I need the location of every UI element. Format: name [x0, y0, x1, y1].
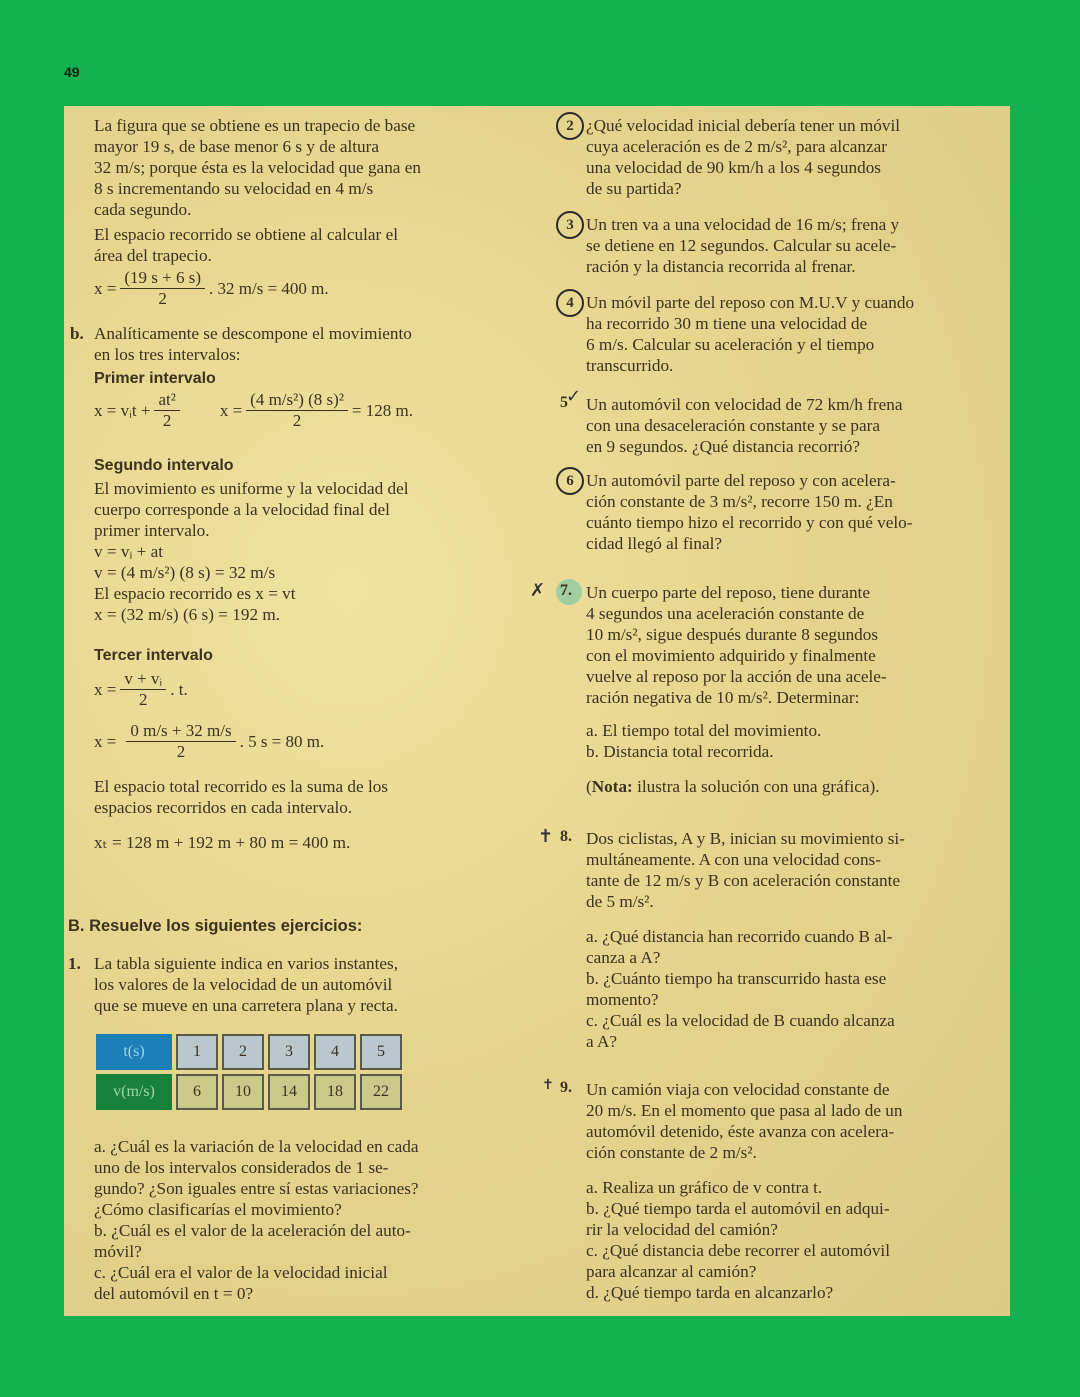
exercise-8: ✝ 8. Dos ciclistas, A y B, inician su movimiento si- multáneamente. A con una velocidad cons- tante de 12 m/s y B con aceleración constante de 5 m/s². a. ¿Qué distancia han recorrido cuando B al- canza a A? b. ¿Cuánto tiempo ha transcurrido hasta ese momento? c. ¿Cuál es la velocidad de B cuando alcanza a A? [538, 826, 905, 1051]
exercise-number: 8. [560, 828, 572, 845]
part-b: b. Analíticamente se descompone el movimiento en los tres intervalos: [70, 324, 412, 364]
total-equation: xₜ = 128 m + 192 m + 80 m = 400 m. [94, 833, 351, 852]
third-interval-heading: Tercer intervalo [94, 647, 213, 664]
exercise-4: 4 Un móvil parte del reposo con M.U.V y cuando ha recorrido 30 m tiene una velocidad de 6 m/s. Calcular su aceleración y el tiempo transcurrido. [586, 292, 1001, 376]
velocity-table [92, 1030, 509, 1114]
table-cell: 22 [360, 1074, 402, 1110]
table-row-velocity [96, 1074, 402, 1110]
tick-icon: ✝ [542, 1077, 554, 1093]
table-row-time [96, 1034, 402, 1070]
exercise-5: 5 ✓ Un automóvil con velocidad de 72 km/h frena con una desaceleración constante y se para en 9 segundos. ¿Qué distancia recorrió? [560, 386, 903, 456]
table-cell: 6 [176, 1074, 218, 1110]
trapezoid-equation: x = $\frac{(19 s + 6 s)}{2}$ . 32 m/s = 400 m. [94, 268, 329, 308]
tick-icon: ✝ [538, 826, 554, 847]
exercise-3: 3 Un tren va a una velocidad de 16 m/s; frena y se detiene en 12 segundos. Calcular su acele- ración y la distancia recorrida al frenar. [586, 214, 1001, 277]
fraction: $\frac{(19 s + 6 s)}{2}$ [120, 268, 205, 309]
intro-paragraph: La figura que se obtiene es un trapecio de base mayor 19 s, de base menor 6 s y de altura 32 m/s; porque ésta es la velocidad que gana en 8 s incrementando su velocidad en 4 m/s cada segundo. [94, 116, 421, 219]
third-interval-eq2: x = $\frac{0 m/s + 32 m/s}{2}$ . 5 s = 80 m. [94, 721, 325, 761]
exercise-number: 5 [560, 394, 568, 411]
second-interval-heading: Segundo intervalo [94, 457, 234, 474]
second-interval-body: El movimiento es uniforme y la velocidad del cuerpo corresponde a la velocidad final del primer intervalo. v = vᵢ + at v = (4 m/s²) (8 s) = 32 m/s El espacio recorrido es x = vt x = (32 m/s) (6 s) = 192 m. [94, 479, 409, 624]
table-cell: 14 [268, 1074, 310, 1110]
table-cell: 10 [222, 1074, 264, 1110]
exercise-7: ✗ 7. Un cuerpo parte del reposo, tiene durante 4 segundos una aceleración constante de 10 m/s², sigue después durante 8 segundos con el movimiento adquirido y finalmente vuelve al reposo por la acción de una acele- ración negativa de 10 m/s². Determinar: a. El tiempo total del movimiento. b. Distancia total recorrida. (Nota: ilustra la solución con una gráfica). [586, 582, 1001, 797]
exercise-number: 7. [560, 582, 572, 599]
exercise-9: ✝ 9. Un camión viaja con velocidad constante de 20 m/s. En el momento que pasa al lado de un automóvil detenido, éste avanza con acelera- ción constante de 2 m/s². a. Realiza un gráfico de v contra t. b. ¿Qué tiempo tarda el automóvil en adqui- rir la velocidad del camión? c. ¿Qué distancia debe recorrer el automóvil para alcanzar al camión? d. ¿Qué tiempo tarda en alcanzarlo? [542, 1077, 903, 1302]
exercise-number: 9. [560, 1079, 572, 1096]
page-number: 49 [64, 64, 80, 80]
check-icon: ✓ [566, 386, 582, 407]
section-b-heading: B. Resuelve los siguientes ejercicios: [68, 917, 363, 935]
first-interval-equations: x = vᵢt + $\frac{\text{at²}}{2}$ x = $\frac{\text{(4 m/s²) (8 s)²}}{2}$ = 128 m. [94, 390, 413, 430]
table-cell: 3 [268, 1034, 310, 1070]
table-header-time: t(s) [96, 1034, 172, 1070]
circled-number: 6 [556, 467, 584, 495]
first-interval-heading: Primer intervalo [94, 370, 216, 387]
exercise-2: 2 ¿Qué velocidad inicial debería tener un móvil cuya aceleración es de 2 m/s², para alcanzar una velocidad de 90 km/h a los 4 segundos de su partida? [586, 115, 1001, 199]
table-cell: 18 [314, 1074, 356, 1110]
table-cell: 5 [360, 1034, 402, 1070]
table-cell: 2 [222, 1034, 264, 1070]
cross-icon: ✗ [530, 580, 546, 601]
exercise-1: 1. La tabla siguiente indica en varios instantes, los valores de la velocidad de un automóvil que se mueve en una carretera plana y recta. [68, 954, 399, 1015]
third-interval-eq1: x = $\frac{\text{v + vᵢ}}{2}$ . t. [94, 669, 188, 709]
circled-number: 4 [556, 289, 584, 317]
table-header-velocity: v(m/s) [96, 1074, 172, 1110]
total-paragraph: El espacio total recorrido es la suma de los espacios recorridos en cada intervalo. [94, 777, 389, 817]
table-cell: 1 [176, 1034, 218, 1070]
exercise-6: 6 Un automóvil parte del reposo y con acelera- ción constante de 3 m/s², recorre 150 m. ¿En cuánto tiempo hizo el recorrido y con qué velo- cidad llegó al final? [586, 470, 1001, 554]
note: (Nota: ilustra la solución con una gráfica). [586, 777, 880, 796]
circled-number: 2 [556, 112, 584, 140]
circled-number: 3 [556, 211, 584, 239]
table-cell: 4 [314, 1034, 356, 1070]
area-paragraph: El espacio recorrido se obtiene al calcular el área del trapecio. [94, 225, 398, 265]
exercise-1-questions: a. ¿Cuál es la variación de la velocidad en cada uno de los intervalos considerados de 1 se- gundo? ¿Son iguales entre sí estas variaciones? ¿Cómo clasificarías el movimiento? b. ¿Cuál es el valor de la aceleración del auto- móvil? c. ¿Cuál era el valor de la velocidad inicial del automóvil en t = 0? [94, 1137, 419, 1303]
textbook-page [64, 106, 1010, 1316]
